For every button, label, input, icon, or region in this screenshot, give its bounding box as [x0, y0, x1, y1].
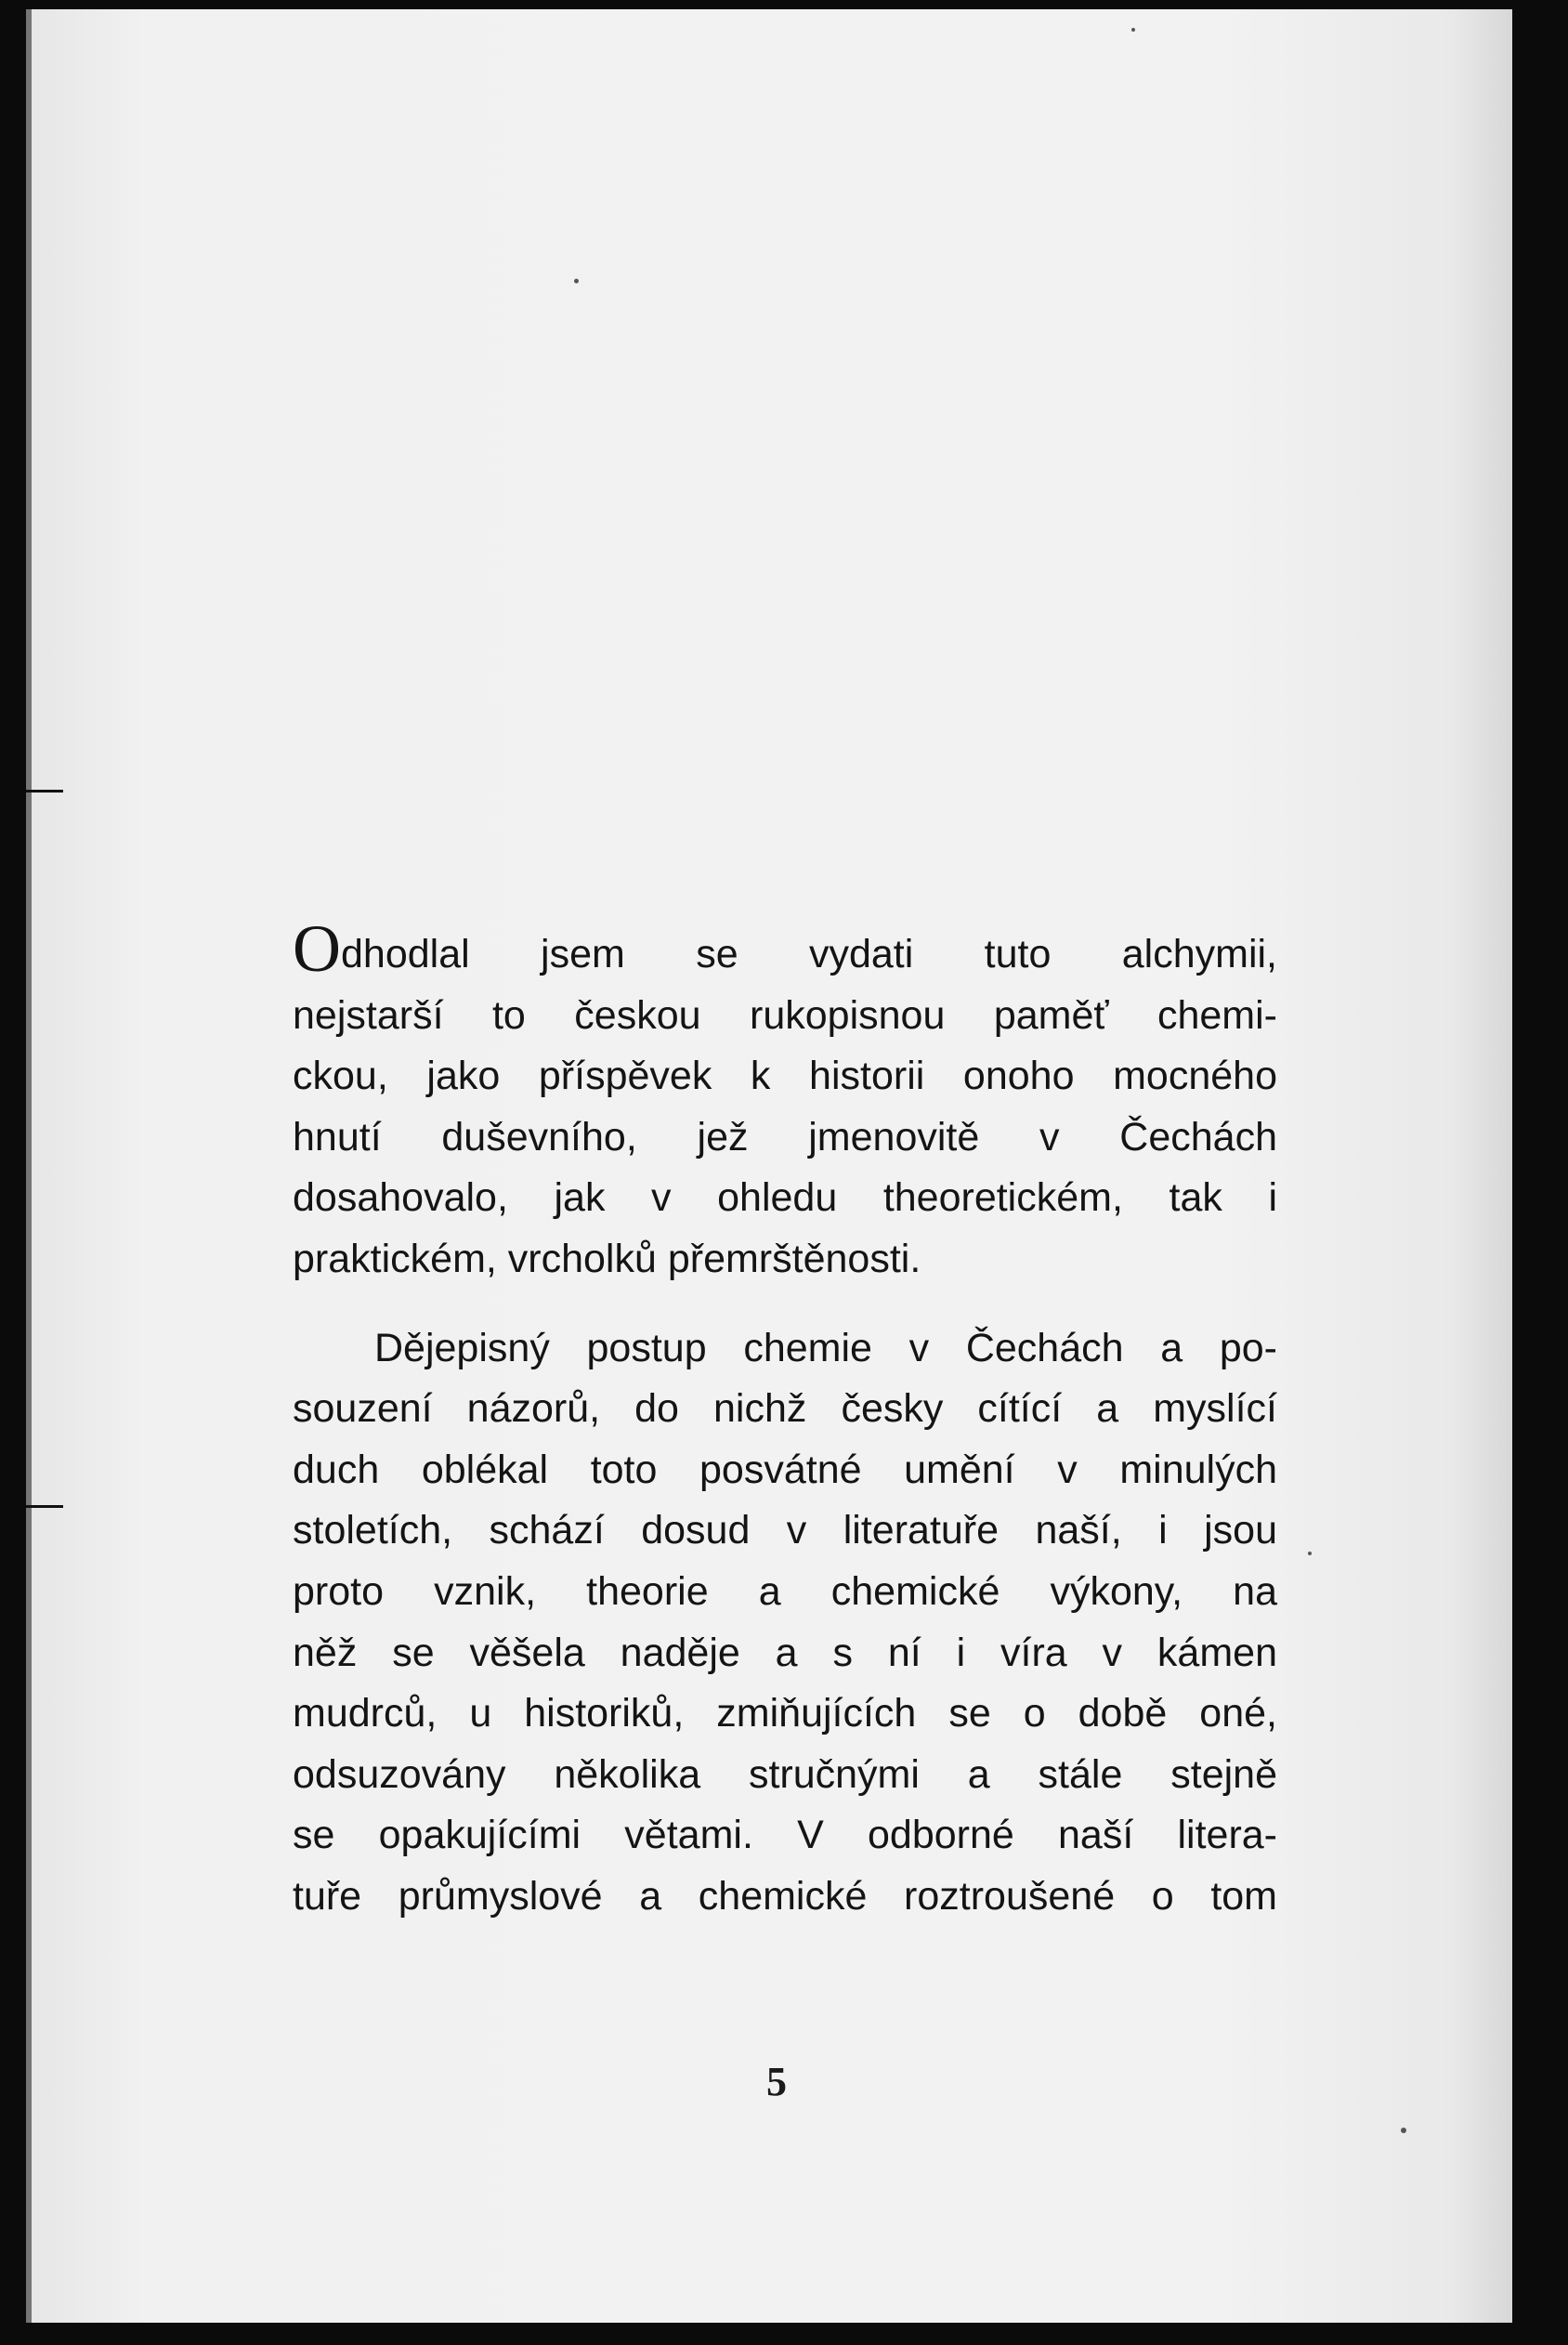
text-line: mudrců, u historiků, zmiňujících se o době oné,	[293, 1691, 1277, 1736]
text-line: duch oblékal toto posvátné umění v minulých	[293, 1447, 1277, 1492]
drop-cap: O	[293, 911, 341, 986]
binding-mark	[26, 790, 63, 793]
text-line: hnutí duševního, jež jmenovitě v Čechách	[293, 1114, 1277, 1159]
paper-speckle	[1131, 28, 1135, 32]
text-line: odsuzovány několika stručnými a stále stejně	[293, 1751, 1277, 1797]
text-line: Dějepisný postup chemie v Čechách a po-	[374, 1325, 1277, 1370]
paper-speckle	[574, 279, 579, 283]
paragraph-1	[293, 911, 1277, 1290]
body-text	[293, 911, 1277, 1928]
text-line: praktickém, vrcholků přemrštěnosti.	[293, 1236, 921, 1281]
text-line: stoletích, schází dosud v literatuře naší, i jsou	[293, 1508, 1277, 1553]
text-line: se opakujícími větami. V odborné naší litera-	[293, 1813, 1277, 1858]
text-line: dosahovalo, jak v ohledu theoretickém, tak i	[293, 1175, 1277, 1221]
text-line: souzení názorů, do nichž česky cítící a myslící	[293, 1386, 1277, 1432]
text-line: ckou, jako příspěvek k historii onoho mocného	[293, 1054, 1277, 1099]
text-line: tuře průmyslové a chemické roztroušené o tom	[293, 1873, 1277, 1919]
binding-mark	[26, 1505, 63, 1508]
book-page	[26, 9, 1512, 2323]
paper-speckle	[1308, 1552, 1312, 1555]
text-line: Odhodlal jsem se vydati tuto alchymii,	[293, 911, 1277, 986]
text-line: něž se věšela naděje a s ní i víra v kámen	[293, 1630, 1277, 1675]
paper-speckle	[1401, 2128, 1406, 2133]
page-binding-edge	[26, 9, 32, 2323]
page-number: 5	[766, 2059, 787, 2104]
text-line: proto vznik, theorie a chemické výkony, na	[293, 1568, 1277, 1614]
paragraph-2	[293, 1318, 1277, 1928]
text-line: nejstarší to českou rukopisnou paměť chemi-	[293, 992, 1277, 1038]
